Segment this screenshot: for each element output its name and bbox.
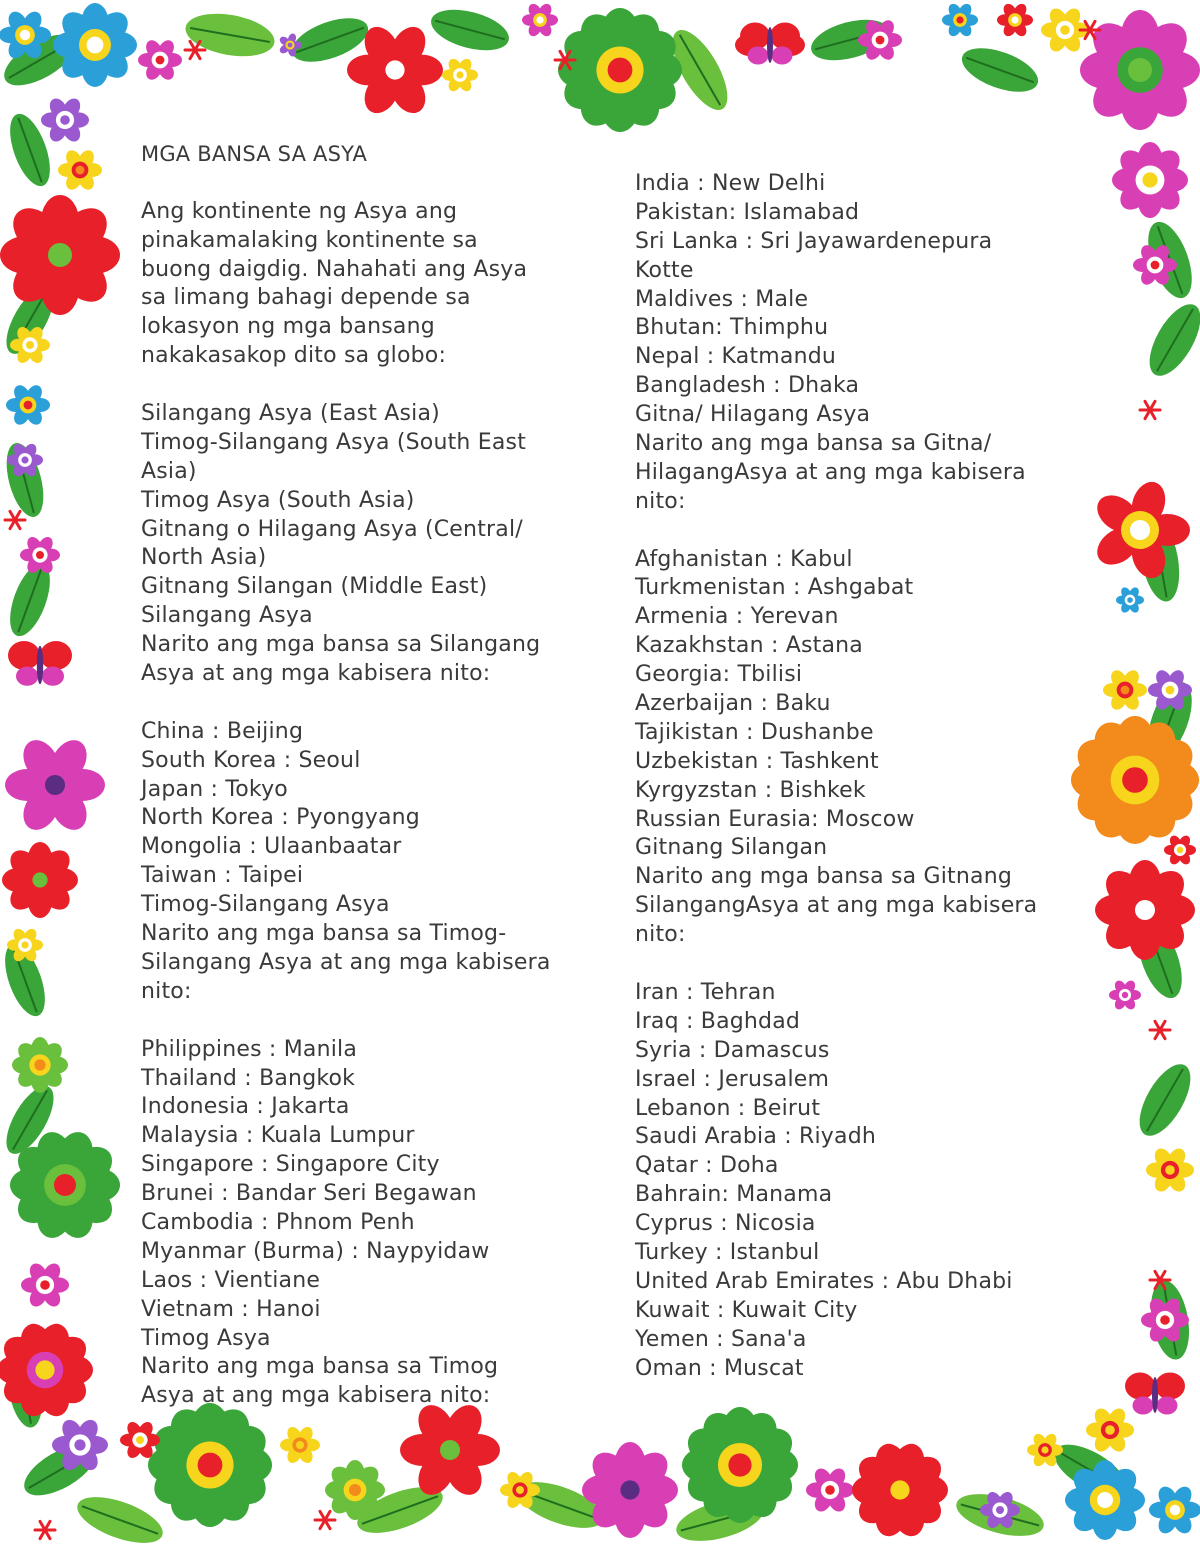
right-line: Iran : Tehran [635, 979, 776, 1005]
right-line: Cyprus : Nicosia [635, 1211, 816, 1237]
left-line: China : Beijing [141, 718, 304, 744]
flower-icon [0, 195, 120, 315]
flower-icon [138, 37, 182, 82]
right-line: Azerbaijan : Baku [635, 691, 831, 717]
right-line: Narito ang mga bansa sa Gitnang [635, 864, 1013, 890]
left-line: Timog-Silangang Asya (South East [141, 429, 527, 455]
left-line: Cambodia : Phnom Penh [141, 1209, 415, 1235]
right-line: Turkmenistan : Ashgabat [635, 575, 914, 601]
left-line: Timog Asya (South Asia) [141, 487, 415, 513]
right-line: Iraq : Baghdad [635, 1008, 801, 1034]
left-line: Singapore : Singapore City [141, 1152, 440, 1178]
right-line: Nepal : Katmandu [635, 344, 837, 370]
right-line: HilagangAsya at ang mga kabisera [635, 459, 1026, 485]
left-line: Asia) [141, 458, 197, 484]
right-line: Saudi Arabia : Riyadh [635, 1124, 877, 1150]
left-line: Narito ang mga bansa sa Silangang [141, 632, 541, 658]
left-line: nakakasakop dito sa globo: [141, 343, 447, 369]
left-line: pinakamalaking kontinente sa [141, 227, 478, 253]
flower-icon [1065, 1460, 1145, 1540]
left-line: Mongolia : Ulaanbaatar [141, 834, 402, 860]
right-line: Georgia: Tbilisi [635, 662, 803, 688]
left-line: Philippines : Manila [141, 1036, 358, 1062]
blank-line [635, 950, 1105, 979]
flower-icon [1149, 1483, 1200, 1536]
left-line: Thailand : Bangkok [141, 1065, 356, 1091]
butterfly-icon [740, 23, 800, 65]
blank-line [141, 169, 611, 198]
right-line: Uzbekistan : Tashkent [635, 748, 879, 774]
flower-icon [2, 842, 78, 918]
right-line: Bhutan: Thimphu [635, 315, 829, 341]
butterfly-icon [1125, 1373, 1185, 1415]
right-line: Russian Eurasia: Moscow [635, 806, 915, 832]
right-line: Turkey : Istanbul [635, 1239, 820, 1265]
flower-icon [325, 1460, 385, 1520]
flower-icon [1080, 10, 1200, 130]
left-line: Gitnang Silangan (Middle East) [141, 574, 488, 600]
right-line: Lebanon : Beirut [635, 1095, 821, 1121]
right-line: Pakistan: Islamabad [635, 199, 860, 225]
blank-line [635, 517, 1105, 546]
right-line: United Arab Emirates : Abu Dhabi [635, 1268, 1013, 1294]
right-line: nito: [635, 488, 686, 514]
leaf-icon [72, 1488, 169, 1553]
blank-line [141, 689, 611, 718]
right-line: nito: [635, 922, 686, 948]
flower-icon [1146, 1145, 1194, 1194]
left-line: sa limang bahagi depende sa [141, 285, 471, 311]
right-line: Kyrgyzstan : Bishkek [635, 777, 866, 803]
left-line: Ang kontinente ng Asya ang [141, 198, 458, 224]
left-column [141, 140, 611, 1411]
left-line: North Korea : Pyongyang [141, 805, 420, 831]
sparkle-icon [1150, 1021, 1170, 1038]
right-line: Gitna/ Hilagang Asya [635, 402, 871, 428]
right-line: Oman : Muscat [635, 1355, 804, 1381]
left-line: Malaysia : Kuala Lumpur [141, 1123, 415, 1149]
flower-icon [1103, 667, 1147, 712]
right-line: SilangangAsya at ang mga kabisera [635, 893, 1038, 919]
leaf-icon [427, 2, 514, 57]
sparkle-icon [35, 1521, 55, 1538]
flower-icon [6, 382, 50, 427]
left-line: Timog-Silangang Asya [141, 892, 390, 918]
blank-line [141, 1007, 611, 1036]
sparkle-icon [5, 511, 25, 528]
right-line: Qatar : Doha [635, 1153, 779, 1179]
flower-icon [942, 2, 978, 39]
flower-icon [1112, 142, 1188, 218]
right-line: Syria : Damascus [635, 1037, 830, 1063]
left-line: Asya at ang mga kabisera nito: [141, 1383, 491, 1409]
flower-icon [400, 1399, 500, 1502]
left-line: Silangang Asya at ang mga kabisera [141, 949, 551, 975]
left-line: nito: [141, 978, 192, 1004]
right-column [635, 170, 1105, 1383]
leaf-icon [1129, 1056, 1200, 1143]
flower-icon [146, 1401, 273, 1528]
right-line: Gitnang Silangan [635, 835, 828, 861]
flower-icon [582, 1442, 678, 1538]
right-line: Kazakhstan : Astana [635, 633, 863, 659]
flower-icon [556, 6, 683, 133]
flower-icon [21, 1260, 69, 1309]
flower-icon [58, 147, 102, 192]
left-line: Myanmar (Burma) : Naypyidaw [141, 1238, 490, 1264]
right-line: Kotte [635, 257, 694, 283]
flower-icon [53, 3, 137, 87]
flower-icon [1116, 586, 1144, 615]
left-line: Vietnam : Hanoi [141, 1296, 321, 1322]
flower-icon [5, 734, 105, 837]
right-line: Sri Lanka : Sri Jayawardenepura [635, 228, 993, 254]
flower-icon [41, 95, 89, 144]
flower-icon [280, 1424, 320, 1465]
right-line: Bahrain: Manama [635, 1182, 833, 1208]
left-line: Brunei : Bandar Seri Begawan [141, 1181, 477, 1207]
sparkle-icon [1140, 401, 1160, 418]
right-line: Afghanistan : Kabul [635, 546, 853, 572]
left-line: Silangang Asya [141, 603, 313, 629]
right-line: Armenia : Yerevan [635, 604, 839, 630]
right-line: Narito ang mga bansa sa Gitna/ [635, 431, 992, 457]
right-line: Maldives : Male [635, 286, 809, 312]
left-line: buong daigdig. Nahahati ang Asya [141, 256, 528, 282]
left-line: North Asia) [141, 545, 267, 571]
flower-icon [1109, 979, 1141, 1012]
left-line: Asya at ang mga kabisera nito: [141, 661, 491, 687]
left-line: Narito ang mga bansa sa Timog- [141, 921, 507, 947]
left-line: Taiwan : Taipei [141, 863, 304, 889]
left-line: Silangang Asya (East Asia) [141, 401, 440, 427]
sparkle-icon [315, 1511, 335, 1528]
butterfly-icon [8, 641, 72, 686]
flower-icon [852, 1440, 948, 1541]
left-line: Indonesia : Jakarta [141, 1094, 350, 1120]
left-line: lokasyon ng mga bansang [141, 314, 435, 340]
left-line: Timog Asya [141, 1325, 271, 1351]
right-line: Bangladesh : Dhaka [635, 373, 860, 399]
left-line: Narito ang mga bansa sa Timog [141, 1354, 499, 1380]
flower-icon [1164, 834, 1196, 867]
flower-icon [806, 1465, 854, 1514]
blank-line [141, 371, 611, 400]
right-line: India : New Delhi [635, 171, 826, 196]
right-line: Tajikistan : Dushanbe [635, 719, 874, 745]
flower-icon [680, 1405, 799, 1524]
leaf-icon [1139, 296, 1200, 383]
leaf-icon [956, 39, 1043, 100]
left-line: Gitnang o Hilagang Asya (Central/ [141, 516, 523, 542]
right-line: Yemen : Sana'a [635, 1326, 807, 1352]
left-line: Japan : Tokyo [141, 776, 288, 802]
flower-icon [1086, 1405, 1134, 1454]
left-line: Laos : Vientiane [141, 1267, 321, 1293]
left-line: South Korea : Seoul [141, 747, 361, 773]
document-title: MGA BANSA SA ASYA [141, 142, 368, 166]
right-line: Israel : Jerusalem [635, 1066, 830, 1092]
flower-icon [442, 57, 478, 94]
flower-icon [1095, 860, 1195, 960]
right-line: Kuwait : Kuwait City [635, 1297, 858, 1323]
flower-icon [12, 1037, 68, 1093]
flower-icon [997, 2, 1033, 39]
flower-icon [522, 2, 558, 39]
